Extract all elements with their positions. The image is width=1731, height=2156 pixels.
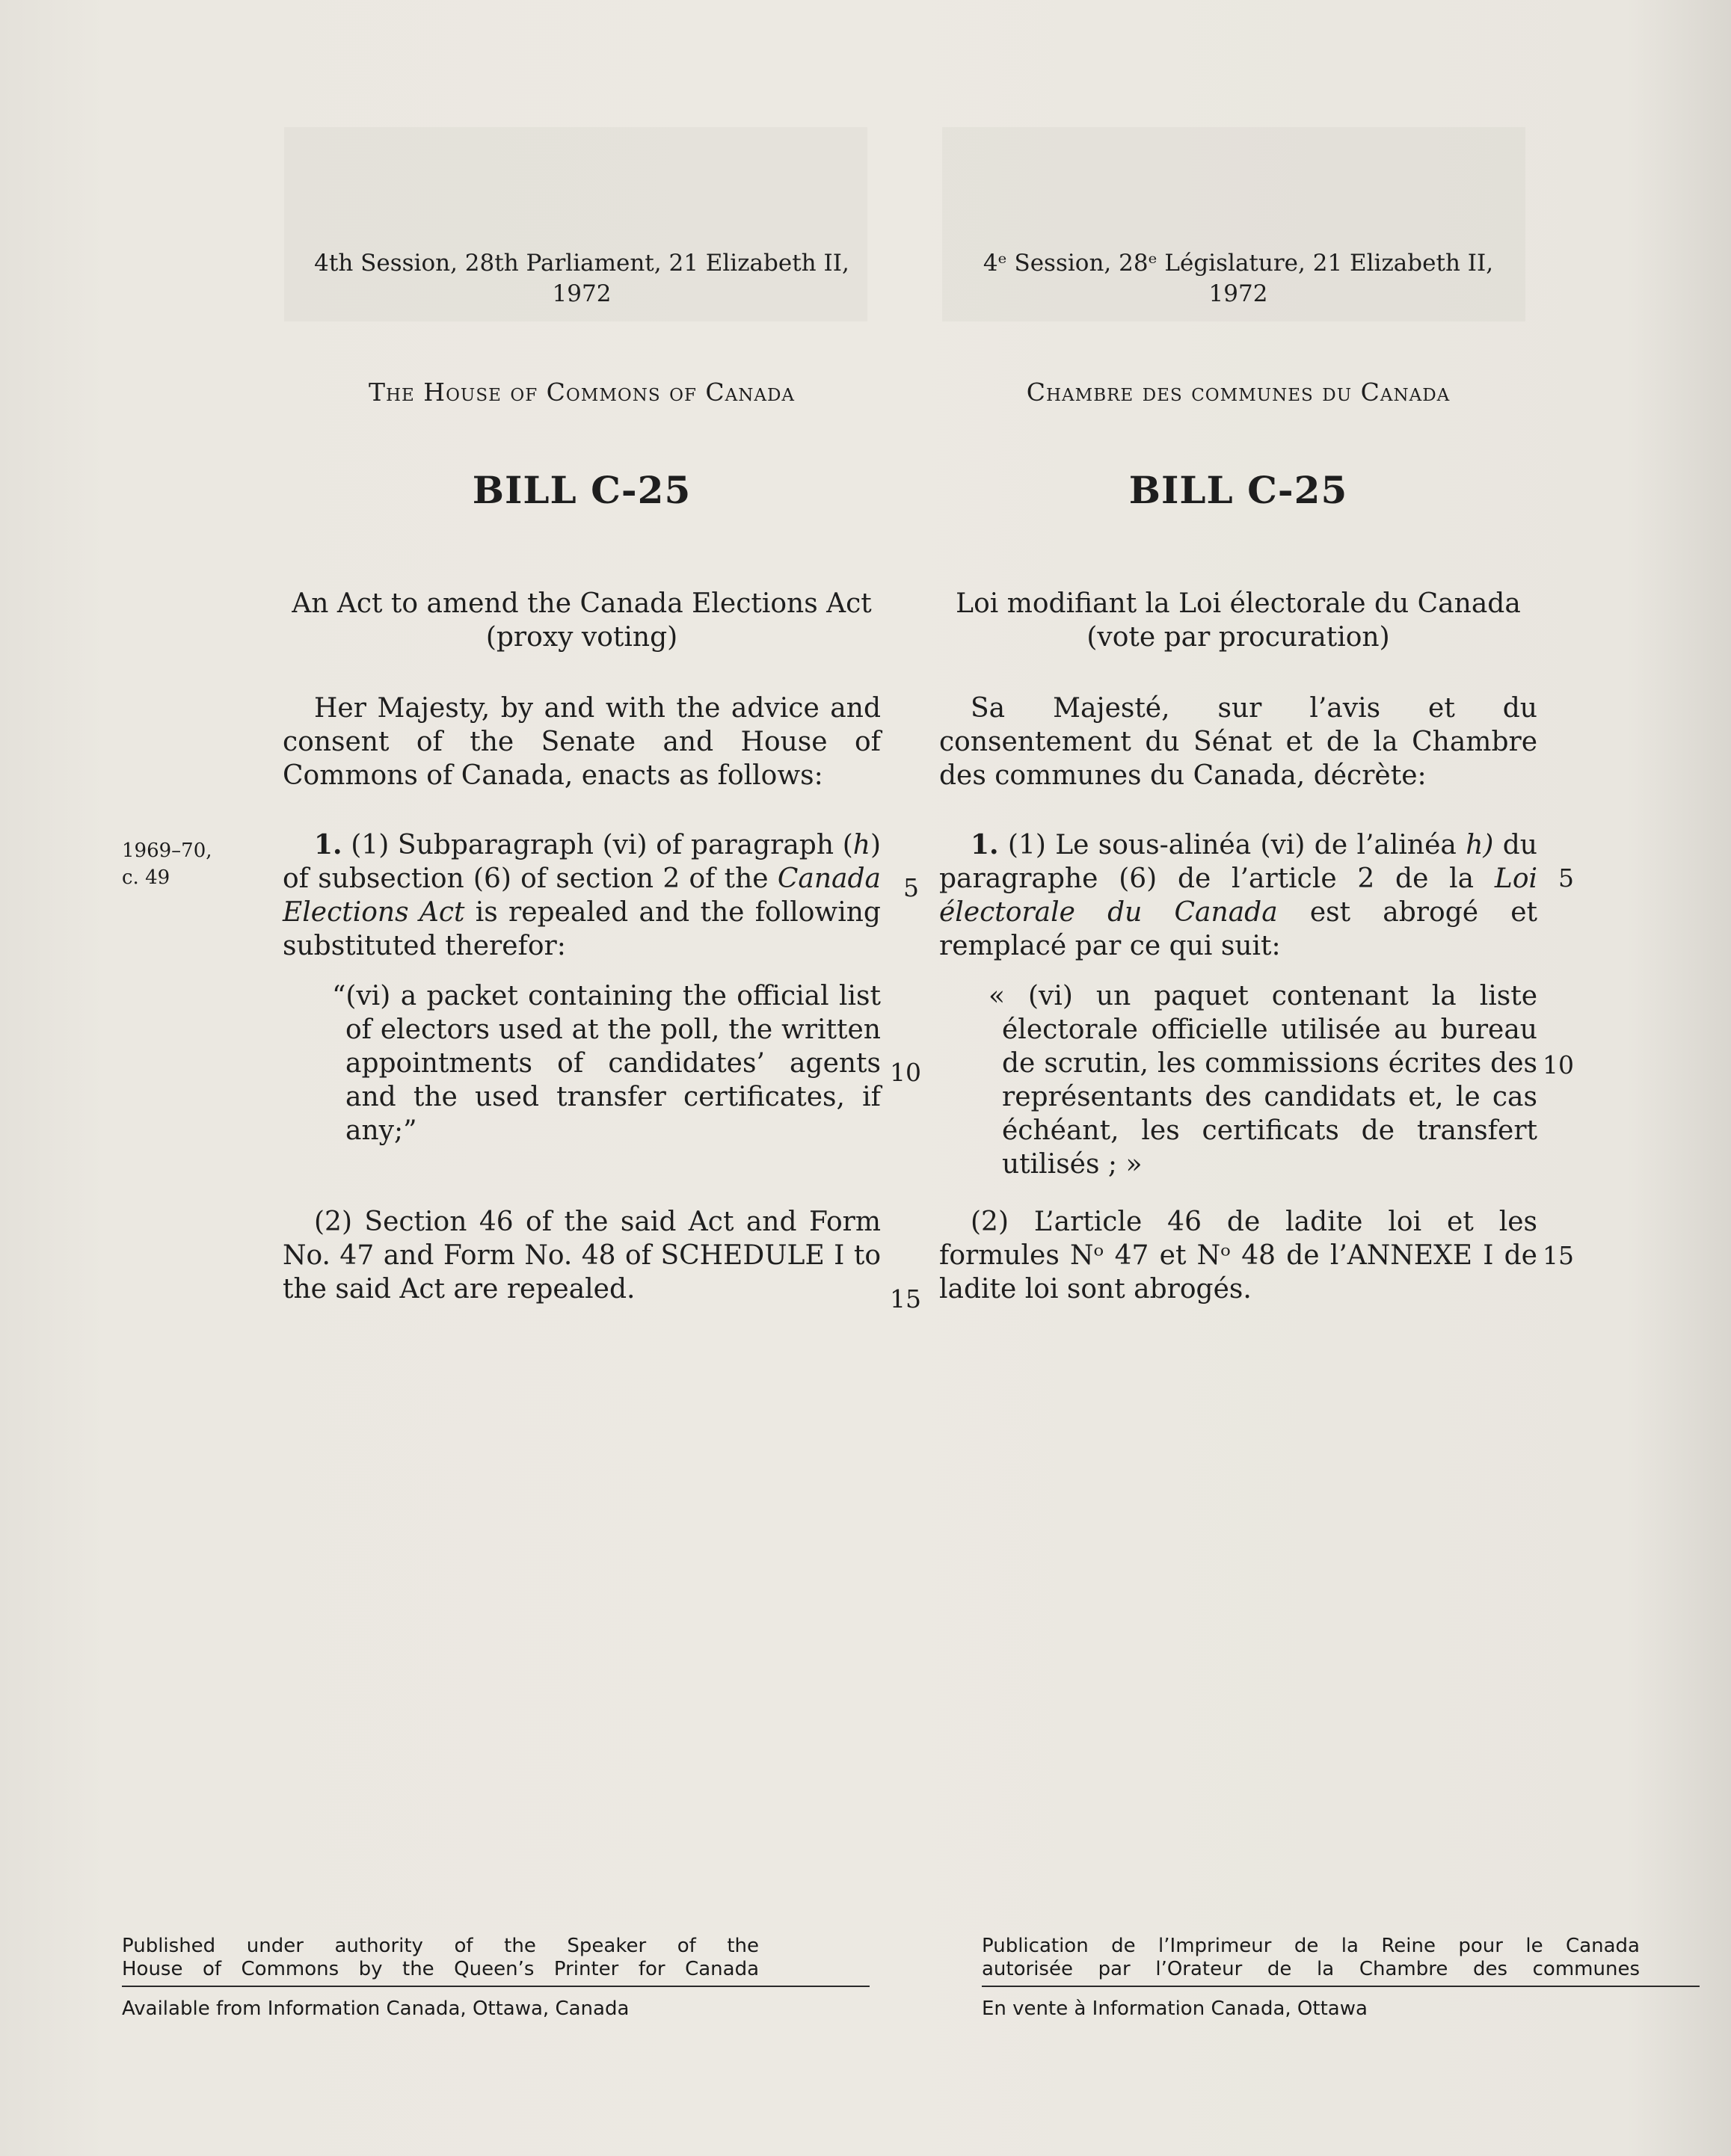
publisher-note xyxy=(982,1935,1640,1981)
act-name: Loi électorale du Canada xyxy=(939,863,1537,928)
margin-citation-line: c. 49 xyxy=(122,866,170,889)
availability-note: Available from Information Canada, Ottawa, Canada xyxy=(122,1998,630,2020)
line-number: 15 xyxy=(890,1284,921,1313)
session-info xyxy=(939,248,1537,309)
section-text: ) of subsection (6) of section 2 of the xyxy=(283,830,881,894)
act-title xyxy=(283,587,881,654)
section-text: est abrogé et remplacé par ce qui suit: xyxy=(939,897,1537,961)
substituted-subparagraph: « (vi) un paquet contenant la liste électorale officielle utilisée au bureau de scrutin, les commissions écrites des représentants des candidats et, le cas échéant, les certificats de transfert utilisés ; » xyxy=(989,981,1537,1180)
session-year: 1972 xyxy=(552,280,612,307)
section-number: 1. xyxy=(971,829,999,860)
session-line: 4th Session, 28th Parliament, 21 Elizabeth II, xyxy=(314,250,849,277)
section-1-paragraph xyxy=(283,828,881,963)
section-text: (1) Subparagraph (vi) of paragraph ( xyxy=(342,830,853,860)
session-year: 1972 xyxy=(1208,280,1268,307)
house-heading: Chambre des communes du Canada xyxy=(1026,378,1451,407)
bill-number: BILL C-25 xyxy=(1128,468,1348,512)
footer-rule xyxy=(122,1986,870,1987)
house-heading: The House of Commons of Canada xyxy=(368,378,796,407)
margin-citation-line: 1969–70, xyxy=(122,840,212,862)
section-1-subsection-2: (2) Section 46 of the said Act and Form No. 47 and Form No. 48 of SCHEDULE I to the said Act are repealed. xyxy=(283,1207,881,1305)
line-number: 10 xyxy=(890,1058,921,1087)
substituted-subparagraph: “(vi) a packet containing the official list of electors used at the poll, the written appointments of candidates’ agents and the used transfer certificates, if any;” xyxy=(332,981,881,1146)
publisher-note xyxy=(122,1935,759,1981)
section-number: 1. xyxy=(314,829,342,860)
line-number: 5 xyxy=(903,873,919,902)
margin-citation xyxy=(122,837,212,891)
publisher-note-line: House of Commons by the Queen’s Printer for Canada xyxy=(122,1958,759,1980)
line-number: 10 xyxy=(1543,1050,1574,1079)
publisher-note-line: autorisée par l’Orateur de la Chambre des communes xyxy=(982,1958,1640,1980)
section-1-subsection-2: (2) L’article 46 de ladite loi et les formules Nᵒ 47 et Nᵒ 48 de l’ANNEXE I de ladite loi sont abrogés. xyxy=(939,1207,1537,1305)
session-info xyxy=(283,248,881,309)
section-1-paragraph xyxy=(939,828,1537,963)
act-name: Canada Elections Act xyxy=(283,863,881,928)
availability-note: En vente à Information Canada, Ottawa xyxy=(982,1998,1368,2020)
bill-number: BILL C-25 xyxy=(472,468,692,512)
act-subtitle: (vote par procuration) xyxy=(1086,622,1390,653)
act-subtitle: (proxy voting) xyxy=(485,622,678,653)
section-text: (1) Le sous-alinéa (vi) de l’alinéa xyxy=(998,830,1466,860)
act-title-line: Loi modifiant la Loi électorale du Canada xyxy=(956,588,1521,619)
line-number: 15 xyxy=(1543,1241,1574,1270)
section-text: du paragraphe (6) de l’article 2 de la xyxy=(939,830,1537,894)
section-text: is repealed and the following substituted therefor: xyxy=(283,897,881,961)
act-title xyxy=(939,587,1537,654)
line-number: 5 xyxy=(1558,863,1574,893)
session-line: 4ᵉ Session, 28ᵉ Législature, 21 Elizabeth II, xyxy=(983,250,1494,277)
section-text-italic: h) xyxy=(1466,830,1494,860)
enacting-clause: Sa Majesté, sur l’avis et du consentement du Sénat et de la Chambre des communes du Canada, décrète: xyxy=(939,693,1537,791)
section-text-italic: h xyxy=(852,830,870,860)
enacting-clause: Her Majesty, by and with the advice and consent of the Senate and House of Commons of Canada, enacts as follows: xyxy=(283,693,881,791)
publisher-note-line: Published under authority of the Speaker of the xyxy=(122,1935,759,1957)
publisher-note-line: Publication de l’Imprimeur de la Reine pour le Canada xyxy=(982,1935,1640,1957)
footer-rule xyxy=(982,1986,1700,1987)
act-title-line: An Act to amend the Canada Elections Act xyxy=(292,588,872,619)
